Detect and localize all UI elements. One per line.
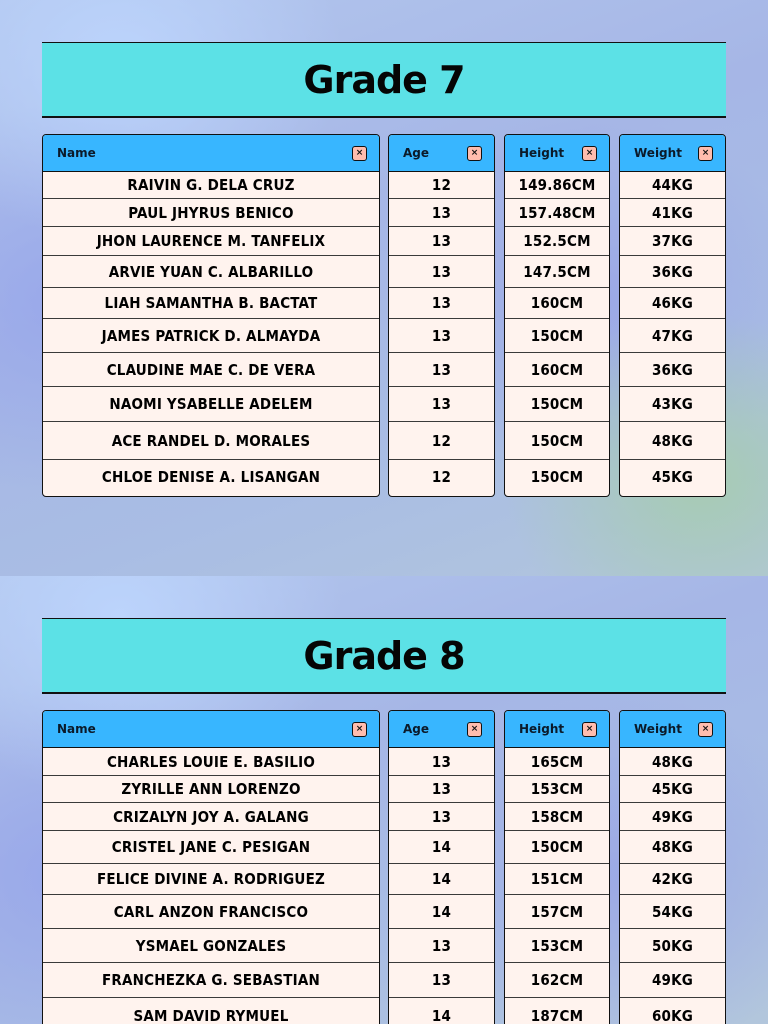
age-cell: 14 [389,864,494,895]
close-icon[interactable]: × [698,722,713,737]
weight-cell: 49KG [620,963,725,998]
age-cell: 14 [431,1007,452,1024]
height-cell: 162CM [505,963,609,998]
grade-7-age-panel [388,134,495,497]
age-cell: 13 [389,353,494,387]
height-cell: 165CM [505,748,609,776]
height-column-header: Height [519,146,565,160]
name-cell: CLAUDINE MAE C. DE VERA [43,353,379,387]
close-icon[interactable]: × [582,722,597,737]
age-cell: 13 [389,803,494,831]
height-cell: 149.86CM [505,172,609,199]
name-cell: JAMES PATRICK D. ALMAYDA [43,319,379,353]
name-cell: CRIZALYN JOY A. GALANG [43,803,379,831]
name-column-header: Name [57,722,96,736]
close-icon[interactable]: × [352,146,367,161]
weight-panel-header [620,135,725,172]
height-cell: 157.48CM [505,199,609,227]
grade-7-banner [42,42,726,118]
height-cell: 151CM [505,864,609,895]
age-list [389,748,494,1024]
age-column-header: Age [403,146,430,160]
weight-cell: 50KG [620,929,725,963]
height-cell: 157CM [505,895,609,929]
grade-8-age-panel [388,710,495,1024]
weight-cell: 45KG [620,776,725,803]
weight-cell: 36KG [620,353,725,387]
name-cell: CHLOE DENISE A. LISANGAN [101,468,321,486]
height-panel-header [505,711,609,748]
weight-cell: 36KG [620,256,725,288]
grade-8-title: Grade 8 [303,633,465,678]
weight-cell: 46KG [620,288,725,319]
weight-cell: 60KG [651,1007,694,1024]
age-cell: 13 [389,319,494,353]
age-cell: 12 [389,172,494,199]
height-list [505,748,609,1024]
age-cell: 13 [389,387,494,422]
grade-7-height-panel [504,134,610,497]
height-cell: 150CM [530,468,584,486]
height-cell: 160CM [505,288,609,319]
height-column-header: Height [519,722,565,736]
weight-cell: 45KG [651,468,694,486]
height-cell: 150CM [505,319,609,353]
height-cell: 150CM [505,831,609,864]
name-cell: PAUL JHYRUS BENICO [43,199,379,227]
age-cell: 13 [389,288,494,319]
grade-8-banner [42,618,726,694]
age-cell: 13 [389,227,494,256]
weight-column-header: Weight [634,146,682,160]
weight-list [620,172,725,494]
name-cell: FELICE DIVINE A. RODRIGUEZ [43,864,379,895]
height-cell: 153CM [505,929,609,963]
weight-cell: 48KG [620,831,725,864]
name-cell: CRISTEL JANE C. PESIGAN [43,831,379,864]
height-panel-header [505,135,609,172]
height-cell: 150CM [505,387,609,422]
age-panel-header [389,135,494,172]
age-cell: 13 [389,929,494,963]
weight-cell: 54KG [620,895,725,929]
name-cell: RAIVIN G. DELA CRUZ [43,172,379,199]
age-column-header: Age [403,722,430,736]
name-cell: ARVIE YUAN C. ALBARILLO [43,256,379,288]
age-cell: 12 [389,422,494,460]
grade-8-name-panel [42,710,380,1024]
height-cell: 150CM [505,422,609,460]
age-cell: 13 [389,256,494,288]
age-cell: 13 [389,199,494,227]
height-list [505,172,609,494]
name-cell: LIAH SAMANTHA B. BACTAT [43,288,379,319]
weight-cell: 42KG [620,864,725,895]
name-cell: JHON LAURENCE M. TANFELIX [43,227,379,256]
age-cell: 13 [389,963,494,998]
grade-7-weight-panel [619,134,726,497]
height-cell: 187CM [530,1007,584,1024]
weight-cell: 48KG [620,748,725,776]
name-cell: ACE RANDEL D. MORALES [43,422,379,460]
weight-cell: 48KG [620,422,725,460]
height-cell: 152.5CM [505,227,609,256]
weight-cell: 47KG [620,319,725,353]
name-list [43,172,379,494]
age-panel-header [389,711,494,748]
weight-cell: 41KG [620,199,725,227]
weight-cell: 49KG [620,803,725,831]
age-cell: 13 [389,776,494,803]
name-cell: NAOMI YSABELLE ADELEM [43,387,379,422]
weight-list [620,748,725,1024]
age-cell: 12 [431,468,452,486]
name-cell: CHARLES LOUIE E. BASILIO [43,748,379,776]
grade-8-height-panel [504,710,610,1024]
name-cell: FRANCHEZKA G. SEBASTIAN [43,963,379,998]
name-cell: SAM DAVID RYMUEL [133,1007,289,1024]
close-icon[interactable]: × [582,146,597,161]
name-cell: YSMAEL GONZALES [43,929,379,963]
height-cell: 147.5CM [505,256,609,288]
grade-8-weight-panel [619,710,726,1024]
name-panel-header [43,135,379,172]
weight-cell: 37KG [620,227,725,256]
name-column-header: Name [57,146,96,160]
weight-column-header: Weight [634,722,682,736]
grade-7-title: Grade 7 [303,57,465,102]
age-cell: 14 [389,831,494,864]
close-icon[interactable]: × [467,722,482,737]
height-cell: 153CM [505,776,609,803]
weight-cell: 44KG [620,172,725,199]
weight-cell: 43KG [620,387,725,422]
name-cell: ZYRILLE ANN LORENZO [43,776,379,803]
name-cell: CARL ANZON FRANCISCO [43,895,379,929]
grade-8-page [0,576,768,1024]
grade-7-name-panel [42,134,380,497]
weight-panel-header [620,711,725,748]
name-panel-header [43,711,379,748]
close-icon[interactable]: × [352,722,367,737]
name-list [43,748,379,1024]
age-list [389,172,494,494]
height-cell: 158CM [505,803,609,831]
close-icon[interactable]: × [467,146,482,161]
close-icon[interactable]: × [698,146,713,161]
age-cell: 13 [389,748,494,776]
age-cell: 14 [389,895,494,929]
height-cell: 160CM [505,353,609,387]
